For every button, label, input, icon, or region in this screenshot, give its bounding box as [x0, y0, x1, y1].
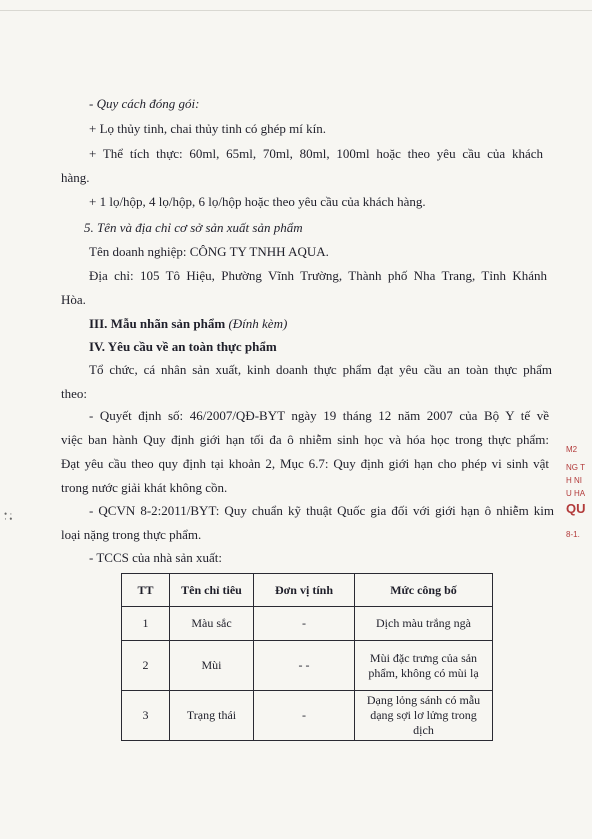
section-3-note: (Đính kèm) [228, 316, 288, 331]
cell-name: Mùi [170, 641, 254, 691]
company-name: Tên doanh nghiệp: CÔNG TY TNHH AQUA. [89, 244, 329, 259]
table-row [122, 641, 493, 691]
section-4-title: IV. Yêu cầu về an toàn thực phẩm [89, 339, 277, 354]
cell-tt: 1 [122, 607, 170, 641]
cell-unit: - - [254, 641, 355, 691]
header-name: Tên chỉ tiêu [170, 574, 254, 607]
tccs-table [121, 573, 493, 741]
company-address-cont: Hòa. [61, 292, 86, 307]
table-row [122, 607, 493, 641]
tccs-line: - TCCS của nhà sản xuất: [89, 550, 222, 565]
section-3-title [89, 316, 287, 332]
header-unit: Đơn vị tính [254, 574, 355, 607]
packaging-line-1: + Lọ thủy tinh, chai thủy tinh có ghép mí kín. [89, 121, 326, 136]
decision-line-3: Đạt yêu cầu theo quy định tại khoản 2, Mục 6.7: Quy định giới hạn cho phép vi sinh vật [61, 456, 549, 471]
stamp-fragment: QU [566, 501, 586, 516]
qcvn-line-2: loại nặng trong thực phẩm. [61, 527, 202, 542]
section-3-heading: III. Mẫu nhãn sản phẩm [89, 316, 226, 331]
cell-level: Dạng lỏng sánh có mẫu dạng sợi lơ lửng trong dịch [355, 691, 493, 741]
packaging-line-2: + Thể tích thực: 60ml, 65ml, 70ml, 80ml, 100ml hoặc theo yêu cầu của khách [89, 146, 543, 161]
header-level: Mức công bố [355, 574, 493, 607]
cell-level: Mùi đặc trưng của sản phẩm, không có mùi lạ [355, 641, 493, 691]
manufacturer-heading: 5. Tên và địa chỉ cơ sở sản xuất sản phẩm [84, 220, 303, 235]
cell-unit: - [254, 691, 355, 741]
page-top-edge [0, 10, 592, 11]
cell-unit: - [254, 607, 355, 641]
cell-level: Dịch màu trắng ngà [355, 607, 493, 641]
decision-line-2: việc ban hành Quy định giới hạn tối đa ô nhiễm sinh học và hóa học trong thực phẩm: [61, 432, 549, 447]
packaging-line-2-cont: hàng. [61, 170, 90, 185]
safety-intro: Tổ chức, cá nhân sản xuất, kinh doanh thực phẩm đạt yêu cầu an toàn thực phẩm [89, 362, 552, 377]
packaging-heading: - Quy cách đóng gói: [89, 96, 200, 111]
table-header-row [122, 574, 493, 607]
cell-name: Màu sắc [170, 607, 254, 641]
packaging-line-3: + 1 lọ/hộp, 4 lọ/hộp, 6 lọ/hộp hoặc theo yêu cầu của khách hàng. [89, 194, 426, 209]
stamp-fragment: 8-1. [566, 530, 580, 539]
safety-intro-cont: theo: [61, 386, 87, 401]
decision-line-4: trong nước giải khát không cồn. [61, 480, 228, 495]
cell-tt: 3 [122, 691, 170, 741]
cell-name: Trạng thái [170, 691, 254, 741]
header-tt: TT [122, 574, 170, 607]
stamp-fragment: U HA [566, 489, 586, 498]
stamp-fragment: NG T [566, 463, 585, 472]
margin-marks: • · · • [4, 509, 13, 524]
cell-tt: 2 [122, 641, 170, 691]
stamp-fragment: M2 [566, 445, 578, 454]
company-address: Địa chỉ: 105 Tô Hiệu, Phường Vĩnh Trường, Thành phố Nha Trang, Tỉnh Khánh [89, 268, 547, 283]
table-row [122, 691, 493, 741]
decision-line-1: - Quyết định số: 46/2007/QĐ-BYT ngày 19 tháng 12 năm 2007 của Bộ Y tế về [89, 408, 549, 423]
stamp-fragment: H NI [566, 476, 582, 485]
qcvn-line-1: - QCVN 8-2:2011/BYT: Quy chuẩn kỹ thuật Quốc gia đối với giới hạn ô nhiễm kim [89, 503, 554, 518]
